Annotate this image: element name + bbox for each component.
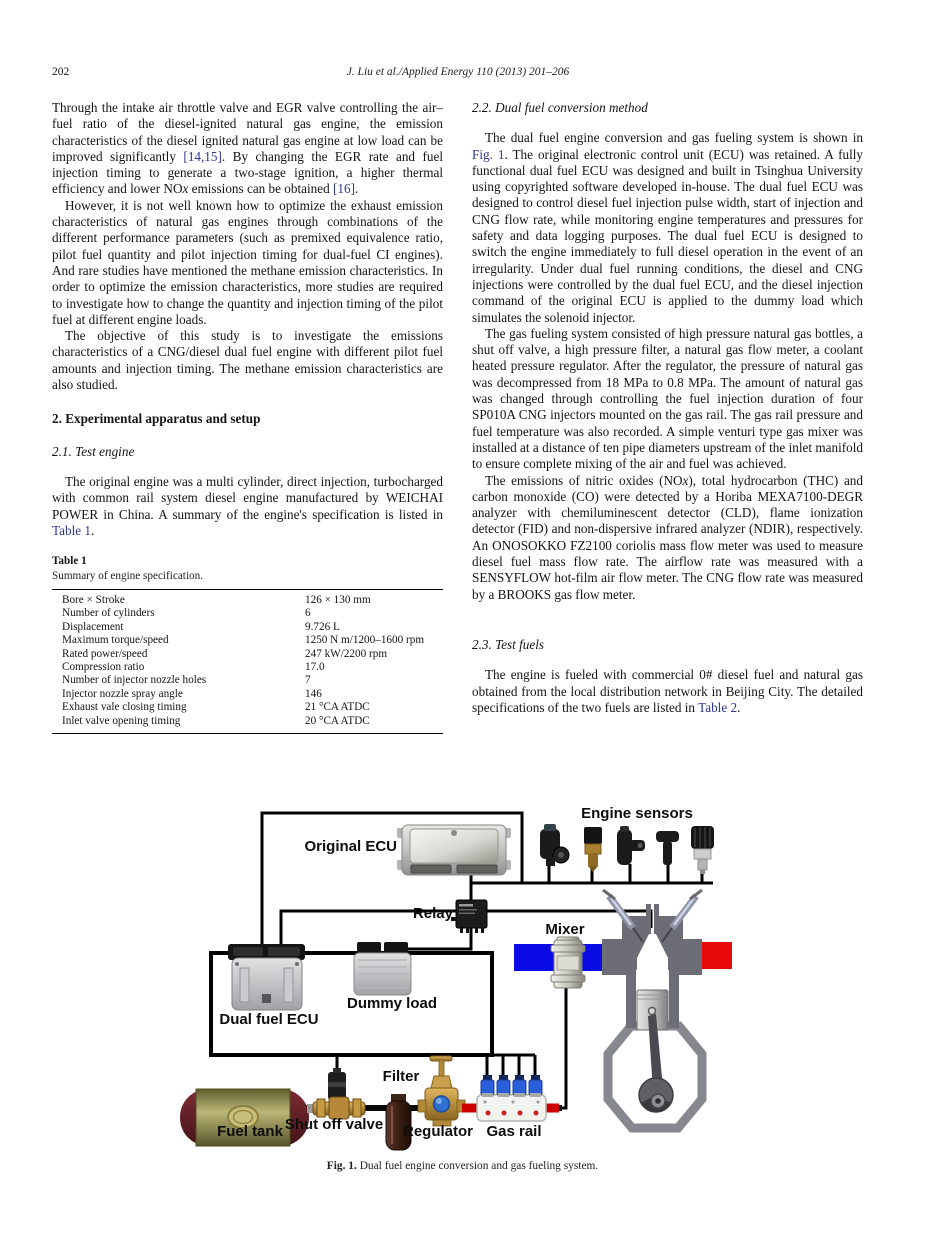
spec-name: Exhaust vale closing timing [62, 701, 187, 714]
page-header [52, 66, 864, 82]
mixer-icon [551, 937, 585, 988]
label-engine-sensors: Engine sensors [581, 805, 693, 822]
tee-sensor-icon [656, 831, 679, 865]
spec-value: 17.0 [305, 661, 325, 674]
original-ecu-icon [397, 825, 511, 875]
label-dual-fuel-ecu: Dual fuel ECU [219, 1011, 319, 1028]
pressure-sensor-icon [691, 826, 714, 874]
spec-value: 247 kW/2200 rpm [305, 647, 388, 660]
section-heading-2: 2. Experimental apparatus and setup [52, 411, 261, 427]
label-gas-rail: Gas rail [486, 1123, 542, 1140]
dummy-load-icon [354, 942, 411, 995]
figure-1-diagram [85, 798, 895, 1160]
rail-inlet-fitting [462, 1104, 477, 1113]
table-body [52, 589, 443, 734]
table-row [52, 594, 443, 607]
table-row [52, 674, 443, 687]
spec-value: 7 [305, 674, 311, 687]
spec-value: 1250 N m/1200–1600 rpm [305, 634, 425, 647]
spec-name: Inlet valve opening timing [62, 714, 181, 727]
table-row [52, 634, 443, 647]
citation-link[interactable]: [14,15] [183, 148, 222, 164]
running-title: J. Liu et al./Applied Energy 110 (2013) 201–206 [346, 66, 570, 78]
cng-injectors-icon [481, 1075, 542, 1097]
spec-name: Compression ratio [62, 661, 145, 674]
table-row [52, 621, 443, 634]
table-row [52, 701, 443, 714]
paragraph: The original engine was a multi cylinder, direct injection, turbocharged with common rail system diesel engine manufactured by WEICHAI POWER in China. A summary of the engine's specification is listed in Table 1. [52, 473, 443, 538]
citation-link[interactable]: Table 2 [698, 699, 738, 715]
figure-caption [0, 1160, 925, 1172]
table-row [52, 661, 443, 674]
paragraph: Through the intake air throttle valve and EGR valve controlling the air–fuel ratio of the diesel-ignited natural gas engine, the emission characteristics of the diesel ignited natural gas engine at low load can be improved significantly [14,15]. By changing the EGR rate and fuel injection timing to generate a two-stage ignition, a higher thermal efficiency and lower NOx emissions can be obtained [16]. [52, 100, 444, 197]
spec-name: Maximum torque/speed [62, 634, 169, 647]
figure-caption-label: Fig. 1. [326, 1160, 357, 1172]
label-relay: Relay [412, 905, 453, 922]
table-row [52, 688, 443, 701]
label-original-ecu: Original ECU [304, 838, 397, 855]
citation-link[interactable]: Table 1 [52, 522, 91, 538]
dual-fuel-ecu-icon [228, 944, 305, 1010]
subsection-heading-2-1: 2.1. Test engine [52, 443, 135, 459]
citation-link[interactable]: Fig. 1 [472, 146, 505, 162]
table-row [52, 607, 443, 620]
table-row [52, 648, 443, 661]
paragraph: The emissions of nitric oxides (NOx), total hydrocarbon (THC) and carbon monoxide (CO) were detected by a Horiba MEXA7100-DEGR analyzer with chemiluminescent detector (CLD), flame ionization detector (FID) and non-dispersive infrared analyzer (NDIR), respectively. An ONOSOKKO FZ2100 coriolis mass flow meter was used to measure diesel fuel mass flow rate. The airflow rate was measured with a SENSYFLOW hot-film air flow meter. The CNG flow rate was measured by a BROOKS gas flow meter. [472, 472, 863, 602]
spec-value: 21 °CA ATDC [305, 701, 370, 714]
two-column-body [52, 100, 864, 734]
spec-name: Bore × Stroke [62, 594, 125, 606]
table-caption: Summary of engine specification. [52, 569, 203, 582]
cam-sensor-icon [617, 826, 645, 865]
spec-name: Number of injector nozzle holes [62, 674, 207, 687]
figure-canvas [85, 798, 895, 1160]
spec-name: Rated power/speed [62, 647, 148, 660]
paragraph: However, it is not well known how to optimize the exhaust emission characteristics of natural gas engines through combinations of the different performance parameters (such as premixed equivalence ratio, pilot fuel quantity and pilot injection timing for dual-fuel CI engines). And rare studies have mentioned the methane emission characteristics. In order to optimize the emission characteristics, more studies are required to investigate how to change the quantity and injection timing of the pilot fuel at different engine loads. [52, 197, 443, 327]
spec-value: 126 × 130 mm [305, 594, 371, 606]
paragraph: The dual fuel engine conversion and gas fueling system is shown in Fig. 1. The original electronic control unit (ECU) was retained. A fully functional dual fuel ECU was designed and built in Tsinghua University using copyrighted software developed in-house. The dual fuel ECU was designed to control diesel fuel injection pulse width, start of injection and CNG flow rate, while monitoring engine temperatures and pressures for safety and data logging purposes. The dual fuel ECU is designed to switch the engine immediately to full diesel operation in the event of an irregularity. Under dual fuel running conditions, the diesel and CNG injections were controlled by the dual fuel ECU, and the diesel injection command of the original ECU is applied to the dummy load which simulates the solenoid injector. [472, 130, 863, 325]
exhaust-duct [702, 942, 732, 969]
citation-link[interactable]: [16] [333, 181, 355, 197]
spec-name: Injector nozzle spray angle [62, 687, 183, 700]
label-shut-off-valve: Shut off valve [284, 1116, 384, 1133]
paragraph: The engine is fueled with commercial 0# diesel fuel and natural gas obtained from the local distribution network in Beijing City. The detailed specifications of the two fuels are listed in Table 2. [472, 667, 863, 715]
right-column [472, 100, 863, 734]
table-1 [52, 555, 443, 734]
subsection-heading-2-2: 2.2. Dual fuel conversion method [472, 100, 648, 115]
left-column [52, 100, 443, 734]
spec-value: 146 [305, 687, 322, 700]
paragraph: The gas fueling system consisted of high pressure natural gas bottles, a shut off valve, a high pressure filter, a natural gas flow meter, a coolant heated pressure regulator. After the regulator, the pressure of natural gas was decompressed from 18 MPa to 0.8 MPa. The amount of natural gas was changed through controlling the fuel injection duration of four SP010A CNG injectors mounted on the gas rail. The gas rail pressure and fuel temperature was also recorded. A simple venturi type gas mixer was installed at a distance of ten pipe diameters upstream of the inlet manifold to ensure complete mixing of the air and fuel was achieved. [472, 325, 863, 472]
map-sensor-icon [540, 824, 569, 866]
spec-value: 6 [305, 607, 311, 620]
label-mixer: Mixer [545, 921, 585, 938]
shut-off-valve-icon [313, 1068, 365, 1119]
page-number: 202 [52, 66, 70, 78]
gas-rail-icon [477, 1095, 546, 1121]
relay-icon [451, 900, 487, 933]
subsection-heading-2-3: 2.3. Test fuels [472, 636, 545, 652]
label-regulator: Regulator [402, 1123, 473, 1140]
label-dummy-load: Dummy load [346, 995, 437, 1012]
label-fuel-tank: Fuel tank [217, 1123, 283, 1140]
figure-caption-text: Dual fuel engine conversion and gas fueling system. [359, 1160, 599, 1172]
spec-name: Displacement [62, 620, 124, 633]
table-label: Table 1 [52, 555, 87, 568]
table-row [52, 715, 443, 728]
paragraph: The objective of this study is to investigate the emissions characteristics of a CNG/diesel dual fuel engine with different pilot fuel amounts and injection timing. The methane emission characteristics are also studied. [52, 328, 443, 393]
regulator-icon [418, 1056, 465, 1126]
spec-name: Number of cylinders [62, 607, 155, 620]
temperature-sensor-icon [584, 827, 602, 872]
label-filter: Filter [382, 1068, 420, 1085]
spec-value: 20 °CA ATDC [305, 714, 370, 727]
spec-value: 9.726 L [305, 620, 340, 633]
rail-outlet-fitting [545, 1104, 559, 1113]
